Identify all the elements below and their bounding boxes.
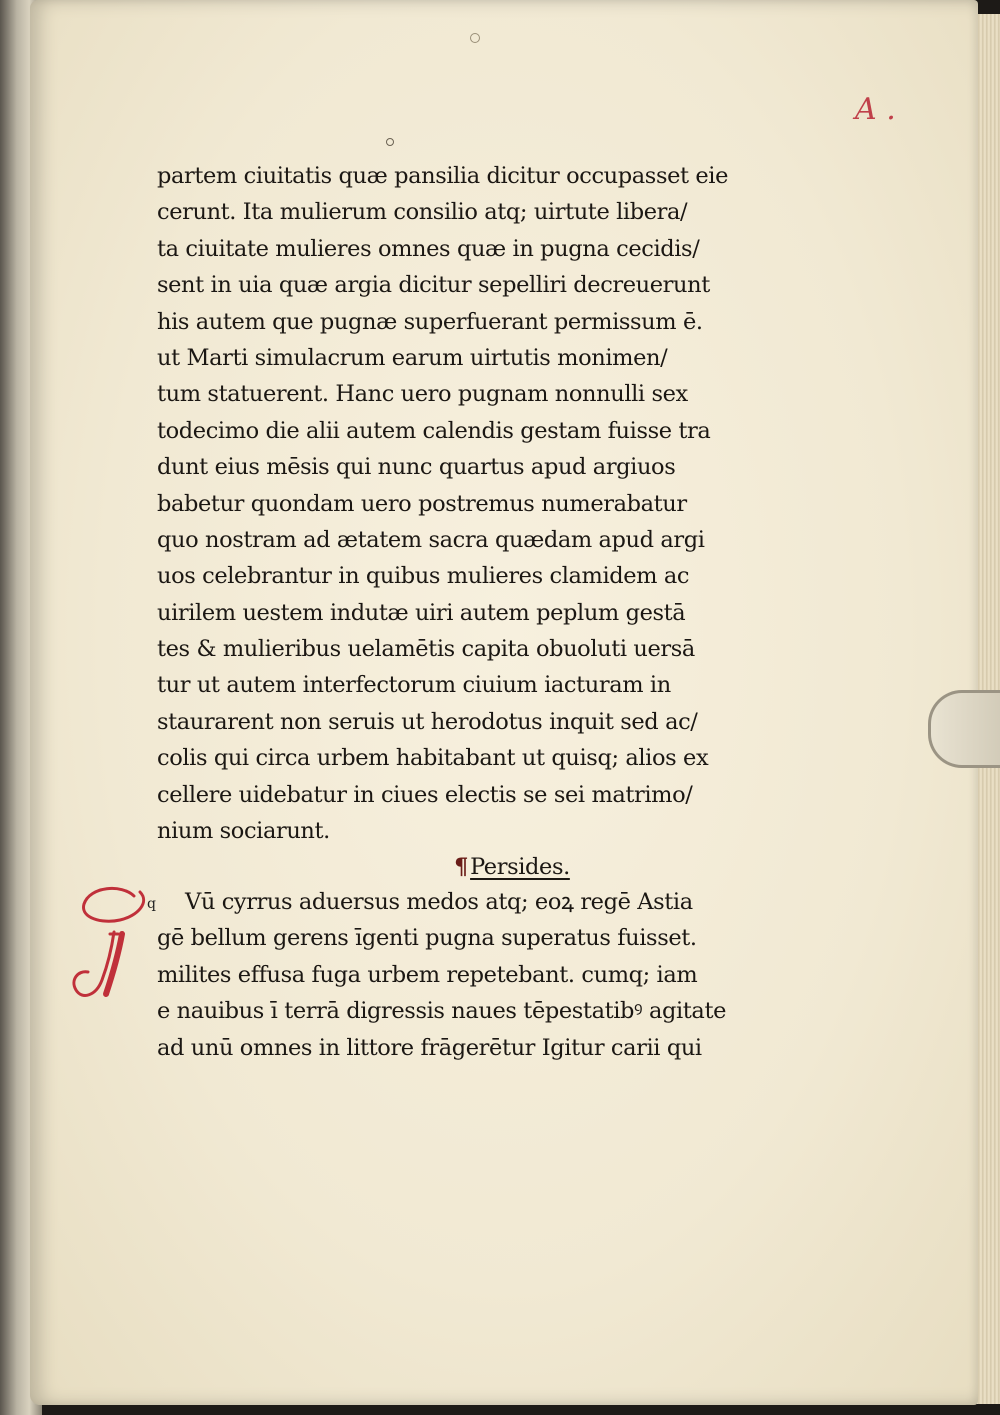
text-line: tur ut autem interfectorum ciuium iacturam in <box>157 672 671 699</box>
text-line: quo nostram ad ætatem sacra quædam apud argi <box>157 526 705 553</box>
text-line: partem ciuitatis quæ pansilia dicitur occupasset eie <box>157 163 729 189</box>
text-line: babetur quondam uero postremus numerabatur <box>157 490 687 517</box>
text-line: his autem que pugnæ superfuerant permissum ē. <box>157 308 703 335</box>
text-line: cellere uidebatur in ciues electis se sei matrimo/ <box>157 781 693 808</box>
paragraph-2 <box>157 884 805 1066</box>
red-initial-q <box>62 876 152 1016</box>
text-line: tes & mulieribus uelamētis capita obuoluti uersā <box>157 636 695 663</box>
text-line: tum statuerent. Hanc uero pugnam nonnulli sex <box>157 381 688 408</box>
heading-text: Persides. <box>470 854 570 881</box>
text-line: nium sociarunt. <box>157 818 330 845</box>
text-line: staurarent non seruis ut herodotus inquit sed ac/ <box>157 708 698 735</box>
text-line: Vū cyrrus aduersus medos atq; eoꝝ regē Astia <box>185 889 693 915</box>
page-clip <box>928 690 1000 768</box>
guide-letter: q <box>147 896 156 912</box>
text-line: ta ciuitate mulieres omnes quæ in pugna cecidis/ <box>157 235 700 262</box>
text-line: dunt eius mēsis qui nunc quartus apud argiuos <box>157 454 676 481</box>
pilcrow-mark: ¶ <box>454 854 469 881</box>
text-line: gē bellum gerens īgenti pugna superatus fuisset. <box>157 925 697 952</box>
text-line: ad unū omnes in littore frāgerētur Igitur carii qui <box>157 1034 702 1061</box>
small-circle-mark <box>386 138 394 146</box>
text-line: e nauibus ī terrā digressis naues tēpestatibꝰ agitate <box>157 998 727 1025</box>
folio-signature: A . <box>855 92 896 127</box>
text-line: colis qui circa urbem habitabant ut quisq; alios ex <box>157 745 709 772</box>
text-line: milites effusa fuga urbem repetebant. cumq; iam <box>157 961 698 988</box>
text-line: todecimo die alii autem calendis gestam fuisse tra <box>157 417 711 444</box>
text-line: uos celebrantur in quibus mulieres clamidem ac <box>157 563 690 590</box>
paragraph-1 <box>157 158 797 886</box>
pinhole-mark <box>470 33 480 43</box>
section-heading <box>157 849 797 885</box>
text-line: sent in uia quæ argia dicitur sepelliri decreuerunt <box>157 272 710 299</box>
text-line: cerunt. Ita mulierum consilio atq; uirtute libera/ <box>157 199 688 226</box>
text-line: uirilem uestem indutæ uiri autem peplum gestā <box>157 599 686 626</box>
text-line: ut Marti simulacrum earum uirtutis monimen/ <box>157 344 668 371</box>
